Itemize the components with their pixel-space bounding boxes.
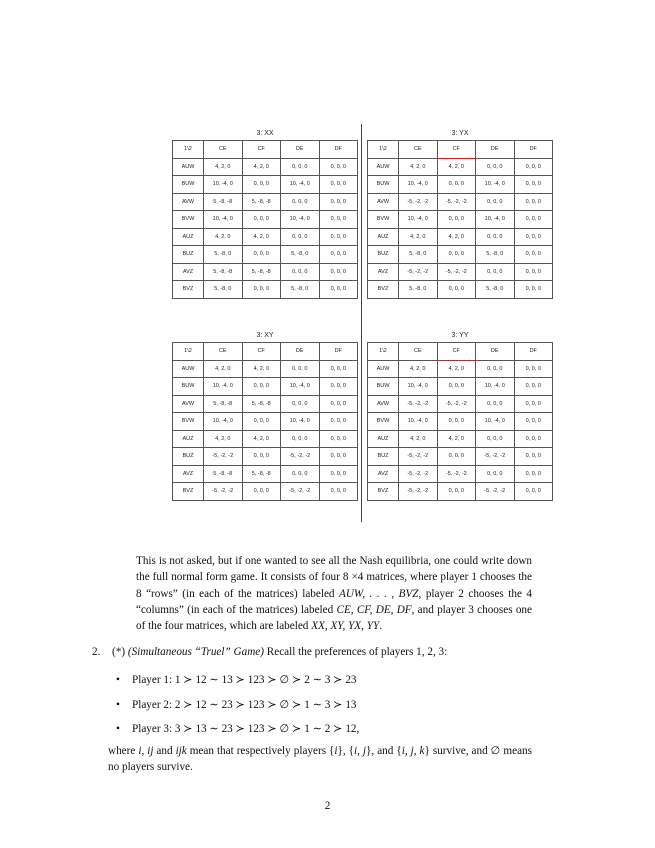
math-rows: AUW, . . . , BVZ (339, 587, 419, 600)
payoff-cell: 5, -8, 0 (399, 246, 438, 264)
payoff-cell: 0, 0, 0 (514, 228, 553, 246)
table-row (368, 211, 553, 229)
row-label: BVZ (173, 281, 204, 299)
payoff-cell: 10, -4, 0 (204, 413, 243, 431)
column-header: 1\2 (368, 343, 399, 361)
payoff-cell: 10, -4, 0 (476, 413, 515, 431)
row-label: BVW (368, 413, 399, 431)
payoff-cell: 0, 0, 0 (514, 448, 553, 466)
table-row (173, 465, 358, 483)
payoff-cell: 0, 0, 0 (514, 395, 553, 413)
column-header: DF (514, 343, 553, 361)
payoff-cell: -5, -2, -2 (399, 193, 438, 211)
paragraph-text: This is not asked, but if one wanted to see all the Nash equilibria, one could write down the full normal form game. It consists of four 8 ×4 matrices, where player 1 chooses the 8 “rows” (in each of the matrices) labeled (136, 555, 532, 600)
payoff-cell: 0, 0, 0 (281, 430, 320, 448)
preference-player-1: Player 1: 1 ≻ 12 ∼ 13 ≻ 123 ≻ ∅ ≻ 2 ∼ 3 ≻ 23 (132, 674, 357, 686)
payoff-cell: -5, -2, -2 (399, 395, 438, 413)
payoff-cell: -5, -2, -2 (476, 448, 515, 466)
row-label: BUW (173, 176, 204, 194)
paragraph-text: , and player 3 chooses one of the four matrices, which are labeled (136, 603, 532, 633)
payoff-cell: 0, 0, 0 (242, 246, 281, 264)
payoff-cell: 4, 2, 0 (204, 430, 243, 448)
payoff-cell: 0, 0, 0 (514, 281, 553, 299)
row-label: AUW (173, 158, 204, 176)
payoff-table (367, 140, 553, 299)
payoff-cell: 0, 0, 0 (514, 378, 553, 396)
table-row (173, 158, 358, 176)
payoff-cell: 0, 0, 0 (476, 263, 515, 281)
payoff-cell: 4, 2, 0 (399, 430, 438, 448)
payoff-cell: 0, 0, 0 (514, 413, 553, 431)
closing-text: mean that respectively players { (186, 745, 335, 757)
column-header: CE (204, 343, 243, 361)
column-header: CE (399, 343, 438, 361)
table-row (368, 465, 553, 483)
row-label: BUW (368, 176, 399, 194)
payoff-cell: 4, 2, 0 (242, 158, 281, 176)
column-header: DE (281, 141, 320, 159)
payoff-cell: 0, 0, 0 (242, 281, 281, 299)
payoff-cell: -5, -2, -2 (437, 395, 476, 413)
payoff-cell: 0, 0, 0 (281, 360, 320, 378)
header-row (368, 141, 553, 159)
table-row (368, 483, 553, 501)
column-header: DF (514, 141, 553, 159)
payoff-cell: -5, -2, -2 (437, 193, 476, 211)
payoff-cell: 5, -8, 0 (281, 246, 320, 264)
payoff-cell: 0, 0, 0 (514, 211, 553, 229)
column-header: DF (319, 343, 358, 361)
table-row (173, 430, 358, 448)
payoff-cell: 10, -4, 0 (399, 378, 438, 396)
payoff-cell: 0, 0, 0 (319, 263, 358, 281)
bullet-icon: • (116, 723, 120, 735)
payoff-cell: 5, -8, 0 (476, 281, 515, 299)
row-label: AUW (368, 360, 399, 378)
payoff-cell: 0, 0, 0 (281, 228, 320, 246)
payoff-cell: 0, 0, 0 (319, 193, 358, 211)
table-row (368, 281, 553, 299)
table-row (173, 483, 358, 501)
closing-text: , (141, 745, 148, 757)
payoff-cell: 0, 0, 0 (437, 378, 476, 396)
payoff-cell: 5, -8, -8 (242, 395, 281, 413)
table-row (368, 193, 553, 211)
row-label: AVZ (173, 465, 204, 483)
payoff-table (367, 342, 553, 501)
column-header: CF (242, 141, 281, 159)
row-label: AUW (173, 360, 204, 378)
math-ijk: ijk (175, 745, 187, 757)
payoff-cell: 0, 0, 0 (514, 176, 553, 194)
item-star: (*) (112, 646, 126, 658)
payoff-cell: 5, -8, 0 (281, 281, 320, 299)
payoff-cell: 4, 2, 0 (399, 158, 438, 176)
payoff-table (172, 140, 358, 299)
payoff-cell: 4, 2, 0 (242, 430, 281, 448)
payoff-cell: 0, 0, 0 (514, 483, 553, 501)
payoff-cell: 10, -4, 0 (281, 176, 320, 194)
row-label: AUZ (173, 228, 204, 246)
list-item (116, 693, 359, 718)
payoff-table (172, 342, 358, 501)
row-label: AUZ (368, 430, 399, 448)
header-row (173, 141, 358, 159)
table-row (173, 263, 358, 281)
panel-yx (367, 128, 553, 299)
payoff-cell: 0, 0, 0 (437, 413, 476, 431)
table-row (173, 413, 358, 431)
payoff-cell: 4, 2, 0 (204, 158, 243, 176)
payoff-cell: 5, -8, -8 (204, 465, 243, 483)
row-label: AUZ (173, 430, 204, 448)
payoff-cell: 10, -4, 0 (476, 176, 515, 194)
row-label: BVW (173, 413, 204, 431)
table-row (173, 360, 358, 378)
payoff-cell: 0, 0, 0 (242, 448, 281, 466)
table-row (368, 360, 553, 378)
table-row (173, 211, 358, 229)
payoff-cell: 0, 0, 0 (437, 448, 476, 466)
row-label: BVZ (173, 483, 204, 501)
payoff-cell: 0, 0, 0 (281, 158, 320, 176)
panel-xy (172, 330, 358, 501)
payoff-cell: 0, 0, 0 (476, 193, 515, 211)
math-set-2: i, j (354, 745, 367, 757)
payoff-cell: 0, 0, 0 (242, 483, 281, 501)
row-label: BUZ (368, 246, 399, 264)
list-item (116, 717, 359, 742)
payoff-cell: 10, -4, 0 (476, 211, 515, 229)
payoff-cell: 0, 0, 0 (242, 413, 281, 431)
payoff-cell: -5, -2, -2 (281, 483, 320, 501)
payoff-cell: 0, 0, 0 (319, 430, 358, 448)
math-set-1: i (334, 745, 338, 757)
table-row (368, 448, 553, 466)
math-i: i (138, 745, 142, 757)
closing-text: } survive, and ∅ means no players survive. (108, 745, 532, 774)
column-header: CE (204, 141, 243, 159)
closing-text: }, { (337, 745, 355, 757)
payoff-cell: 10, -4, 0 (281, 378, 320, 396)
payoff-cell: 0, 0, 0 (437, 176, 476, 194)
payoff-cell: 0, 0, 0 (514, 158, 553, 176)
payoff-cell: 0, 0, 0 (242, 176, 281, 194)
panel-title: 3: YX (451, 130, 469, 137)
math-ij: ij (147, 745, 154, 757)
payoff-cell: 0, 0, 0 (319, 246, 358, 264)
payoff-cell: 0, 0, 0 (476, 360, 515, 378)
payoff-cell: 4, 2, 0 (204, 228, 243, 246)
payoff-cell: 10, -4, 0 (204, 211, 243, 229)
table-row (173, 176, 358, 194)
payoff-cell: 4, 2, 0 (437, 228, 476, 246)
column-header: DE (476, 141, 515, 159)
paragraph-text: , player 2 chooses the 4 “columns” (in each of the matrices) labeled (136, 587, 533, 616)
row-label: BVW (368, 211, 399, 229)
payoff-cell: 0, 0, 0 (281, 263, 320, 281)
column-header: 1\2 (173, 343, 204, 361)
payoff-cell: 0, 0, 0 (319, 211, 358, 229)
table-row (173, 448, 358, 466)
payoff-cell: 0, 0, 0 (319, 483, 358, 501)
table-row (173, 378, 358, 396)
payoff-cell: 0, 0, 0 (514, 246, 553, 264)
paragraph-text: . (379, 620, 382, 633)
column-header: CF (242, 343, 281, 361)
panel-yy (367, 330, 553, 501)
payoff-cell: 0, 0, 0 (514, 360, 553, 378)
table-row (368, 430, 553, 448)
preference-player-3: Player 3: 3 ≻ 13 ∼ 23 ≻ 123 ≻ ∅ ≻ 1 ∼ 2 ≻ 12, (132, 723, 360, 735)
payoff-cell: 0, 0, 0 (514, 465, 553, 483)
payoff-cell: 5, -8, 0 (204, 281, 243, 299)
payoff-cell: 0, 0, 0 (437, 246, 476, 264)
payoff-cell: 10, -4, 0 (204, 378, 243, 396)
payoff-cell: 0, 0, 0 (476, 158, 515, 176)
item-heading (112, 644, 532, 660)
payoff-cell: 5, -8, -8 (204, 395, 243, 413)
panel-title: 3: XX (256, 130, 274, 137)
payoff-cell: 10, -4, 0 (399, 211, 438, 229)
payoff-cell: 0, 0, 0 (319, 158, 358, 176)
bullet-icon: • (116, 674, 120, 686)
payoff-cell: 5, -8, -8 (242, 465, 281, 483)
preference-list (116, 668, 359, 742)
item-number: 2. (92, 646, 101, 658)
row-label: AUW (368, 158, 399, 176)
payoff-cell: 5, -8, 0 (399, 281, 438, 299)
panel-title: 3: XY (256, 332, 274, 339)
row-label: BUZ (368, 448, 399, 466)
payoff-cell: 0, 0, 0 (319, 281, 358, 299)
panel-title: 3: YY (451, 332, 469, 339)
column-header: 1\2 (368, 141, 399, 159)
column-header: CF (437, 141, 476, 159)
payoff-cell: 0, 0, 0 (319, 378, 358, 396)
payoff-cell: -5, -2, -2 (204, 483, 243, 501)
payoff-cell: 4, 2, 0 (399, 228, 438, 246)
column-header: CF (437, 343, 476, 361)
table-row (173, 395, 358, 413)
payoff-cell: -5, -2, -2 (476, 483, 515, 501)
column-header: DE (281, 343, 320, 361)
payoff-cell: 10, -4, 0 (281, 211, 320, 229)
list-item (116, 668, 359, 693)
payoff-cell: 0, 0, 0 (319, 395, 358, 413)
header-row (173, 343, 358, 361)
row-label: AVZ (368, 465, 399, 483)
math-matrices: XX, XY, YX, YY (311, 620, 380, 633)
payoff-cell: -5, -2, -2 (437, 465, 476, 483)
payoff-cell: -5, -2, -2 (437, 263, 476, 281)
row-label: BUZ (173, 448, 204, 466)
payoff-cell: 10, -4, 0 (476, 378, 515, 396)
payoff-cell: 0, 0, 0 (242, 211, 281, 229)
payoff-cell: 5, -8, -8 (242, 263, 281, 281)
payoff-cell: 10, -4, 0 (204, 176, 243, 194)
payoff-cell: 5, -8, -8 (204, 193, 243, 211)
column-header: 1\2 (173, 141, 204, 159)
column-header: CE (399, 141, 438, 159)
table-row (368, 263, 553, 281)
payoff-cell: 0, 0, 0 (476, 228, 515, 246)
payoff-cell: 0, 0, 0 (437, 211, 476, 229)
payoff-cell: 4, 2, 0 (437, 360, 476, 378)
math-columns: CE, CF, DE, DF (336, 603, 412, 616)
payoff-cell: 0, 0, 0 (319, 448, 358, 466)
payoff-cell: 5, -8, 0 (476, 246, 515, 264)
row-label: BUW (368, 378, 399, 396)
payoff-cell: -5, -2, -2 (399, 448, 438, 466)
payoff-cell: 10, -4, 0 (281, 413, 320, 431)
payoff-cell: 0, 0, 0 (281, 395, 320, 413)
payoff-cell: 0, 0, 0 (281, 193, 320, 211)
payoff-cell: 0, 0, 0 (281, 465, 320, 483)
payoff-cell: 0, 0, 0 (242, 378, 281, 396)
page-number: 2 (324, 800, 331, 812)
payoff-cell: -5, -2, -2 (399, 465, 438, 483)
bullet-icon: • (116, 698, 120, 711)
payoff-cell: -5, -2, -2 (399, 483, 438, 501)
column-header: DE (476, 343, 515, 361)
closing-text: and (153, 745, 176, 757)
payoff-cell: 0, 0, 0 (514, 193, 553, 211)
payoff-cell: -5, -2, -2 (204, 448, 243, 466)
payoff-cell: 0, 0, 0 (319, 228, 358, 246)
payoff-cell: -5, -2, -2 (281, 448, 320, 466)
row-label: BUZ (173, 246, 204, 264)
payoff-cell: 5, -8, 0 (204, 246, 243, 264)
payoff-cell: 4, 2, 0 (437, 158, 476, 176)
payoff-cell: 5, -8, -8 (204, 263, 243, 281)
payoff-cell: 4, 2, 0 (242, 228, 281, 246)
row-label: AVW (173, 395, 204, 413)
row-label: AVW (368, 193, 399, 211)
row-label: BVZ (368, 483, 399, 501)
closing-paragraph (108, 743, 532, 776)
column-header: DF (319, 141, 358, 159)
table-row (368, 395, 553, 413)
table-row (173, 281, 358, 299)
row-label: AVW (173, 193, 204, 211)
payoff-cell: 0, 0, 0 (514, 430, 553, 448)
payoff-cell: 0, 0, 0 (319, 176, 358, 194)
payoff-cell: 10, -4, 0 (399, 176, 438, 194)
intro-paragraph (136, 553, 532, 634)
payoff-cell: 4, 2, 0 (242, 360, 281, 378)
table-row (368, 378, 553, 396)
panel-xx (172, 128, 358, 299)
row-label: BVW (173, 211, 204, 229)
table-row (368, 246, 553, 264)
table-row (368, 228, 553, 246)
row-label: BUW (173, 378, 204, 396)
payoff-cell: 0, 0, 0 (476, 465, 515, 483)
row-label: AVZ (173, 263, 204, 281)
payoff-cell: 0, 0, 0 (476, 395, 515, 413)
header-row (368, 343, 553, 361)
payoff-cell: 4, 2, 0 (204, 360, 243, 378)
payoff-cell: 0, 0, 0 (476, 430, 515, 448)
preference-player-2: Player 2: 2 ≻ 12 ∼ 23 ≻ 123 ≻ ∅ ≻ 1 ∼ 3 ≻ 13 (132, 698, 357, 711)
payoff-cell: 0, 0, 0 (319, 413, 358, 431)
table-row (173, 228, 358, 246)
row-label: AVW (368, 395, 399, 413)
payoff-cell: 10, -4, 0 (399, 413, 438, 431)
table-row (368, 158, 553, 176)
payoff-cell: 5, -8, -8 (242, 193, 281, 211)
math-set-3: i, j, k (401, 745, 425, 757)
row-label: BVZ (368, 281, 399, 299)
payoff-cell: 0, 0, 0 (319, 360, 358, 378)
payoff-cell: 0, 0, 0 (437, 483, 476, 501)
row-label: AVZ (368, 263, 399, 281)
item-text: Recall the preferences of players 1, 2, 3: (263, 646, 448, 658)
closing-text: where (108, 745, 139, 757)
table-row (173, 246, 358, 264)
closing-text: }, and { (366, 745, 402, 757)
payoff-cell: -5, -2, -2 (399, 263, 438, 281)
payoff-cell: 4, 2, 0 (399, 360, 438, 378)
payoff-cell: 4, 2, 0 (437, 430, 476, 448)
payoff-cell: 0, 0, 0 (514, 263, 553, 281)
table-row (173, 193, 358, 211)
table-row (368, 413, 553, 431)
payoff-cell: 0, 0, 0 (319, 465, 358, 483)
item-title: (Simultaneous “Truel” Game) (127, 646, 264, 658)
payoff-cell: 0, 0, 0 (437, 281, 476, 299)
table-row (368, 176, 553, 194)
row-label: AUZ (368, 228, 399, 246)
panel-divider (361, 124, 362, 522)
